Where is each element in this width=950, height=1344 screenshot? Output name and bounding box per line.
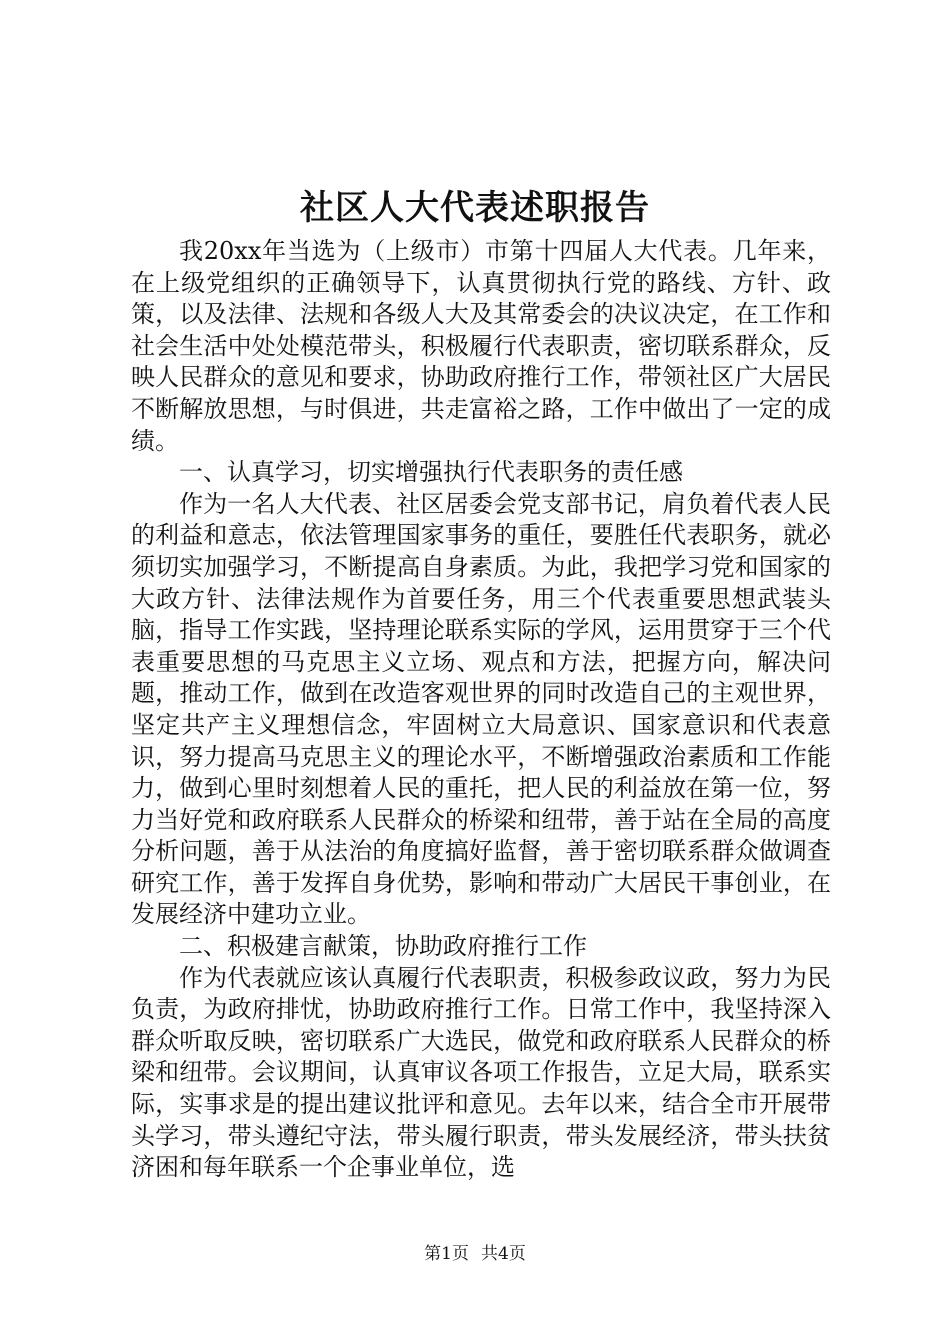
- section-heading-2: 二、积极建言献策，协助政府推行工作: [179, 932, 587, 961]
- page-footer: [0, 1242, 950, 1266]
- page-number: 第1页: [424, 1244, 469, 1264]
- document-title: 社区人大代表述职报告: [300, 188, 650, 228]
- page-total: 共4页: [481, 1244, 526, 1264]
- section-heading-1: 一、认真学习，切实增强执行代表职务的责任感: [179, 458, 683, 487]
- intro-paragraph: 我20xx年当选为（上级市）市第十四届人大代表。几年来，在上级党组织的正确领导下，认真贯彻执行党的路线、方针、政策，以及法律、法规和各级人大及其常委会的决议决定，在工作和社会生活中处处模范带头，积极履行代表职责，密切联系群众，反映人民群众的意见和要求，协助政府推行工作，带领社区广大居民不断解放思想，与时俱进，共走富裕之路，工作中做出了一定的成绩。: [131, 237, 831, 455]
- section-2-paragraph: 作为代表就应该认真履行代表职责，积极参政议政，努力为民负责，为政府排忧，协助政府推行工作。日常工作中，我坚持深入群众听取反映，密切联系广大选民，做党和政府联系人民群众的桥梁和纽带。会议期间，认真审议各项工作报告，立足大局，联系实际，实事求是的提出建议批评和意见。去年以来，结合全市开展带头学习，带头遵纪守法，带头履行职责，带头发展经济，带头扶贫济困和每年联系一个企事业单位，选: [131, 963, 831, 1182]
- document-body: [131, 236, 831, 1184]
- section-1-paragraph: 作为一名人大代表、社区居委会党支部书记，肩负着代表人民的利益和意志，依法管理国家事务的重任，要胜任代表职务，就必须切实加强学习，不断提高自身素质。为此，我把学习党和国家的大政方针、法律法规作为首要任务，用三个代表重要思想武装头脑，指导工作实践，坚持理论联系实际的学风，运用贯穿于三个代表重要思想的马克思主义立场、观点和方法，把握方向，解决问题，推动工作，做到在改造客观世界的同时改造自己的主观世界，坚定共产主义理想信念，牢固树立大局意识、国家意识和代表意识，努力提高马克思主义的理论水平，不断增强政治素质和工作能力，做到心里时刻想着人民的重托，把人民的利益放在第一位，努力当好党和政府联系人民群众的桥梁和纽带，善于站在全局的高度分析问题，善于从法治的角度搞好监督，善于密切联系群众做调查研究工作，善于发挥自身优势，影响和带动广大居民干事创业，在发展经济中建功立业。: [131, 489, 831, 929]
